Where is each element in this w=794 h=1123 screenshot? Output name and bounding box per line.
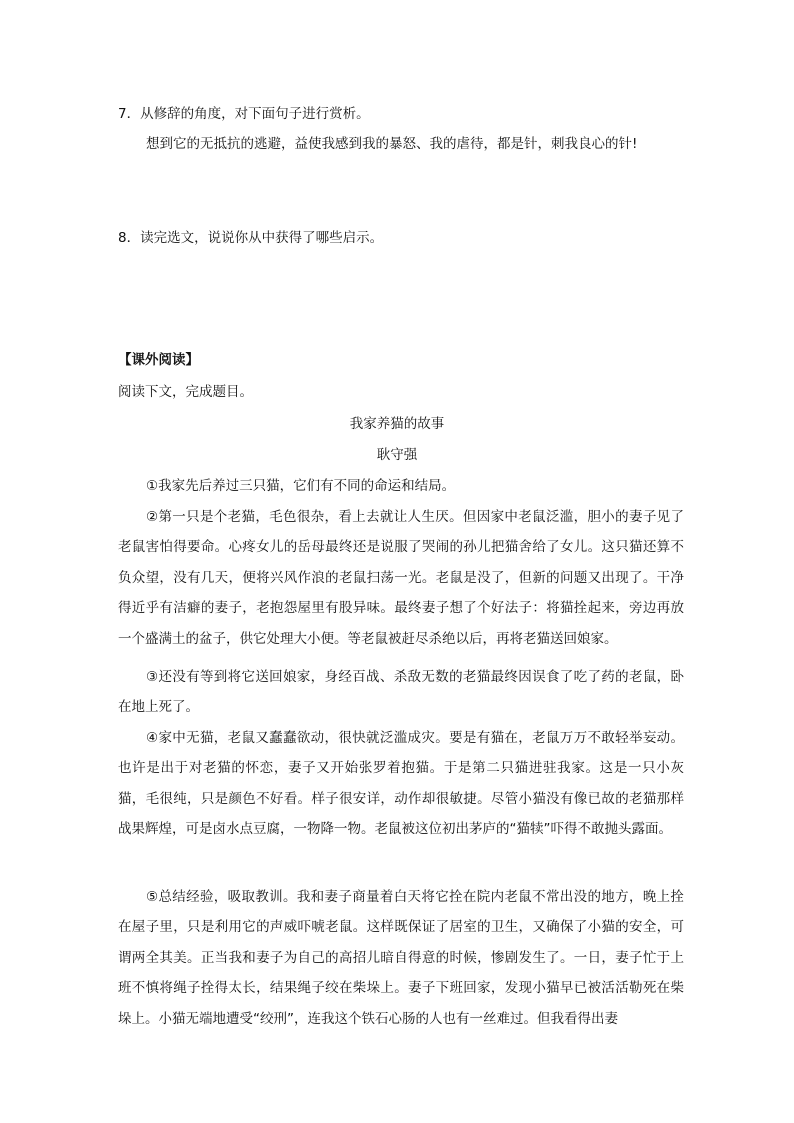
- question-8-prompt: 8．读完选文，说说你从中获得了哪些启示。: [118, 230, 384, 246]
- article-paragraph-5: ⑤总结经验，吸取教训。我和妻子商量着白天将它拴在院内老鼠不常出没的地方，晚上拴在屋子里，只是利用它的声威吓唬老鼠。这样既保证了居室的卫生，又确保了小猫的安全，可谓两全其美。正当我和妻子为自己的高招儿暗自得意的时候，惨剧发生了。一日，妻子忙于上班不慎将绳子拴得太长，结果绳子绞在柴垛上。妻子下班回家，发现小猫早已被活活勒死在柴垛上。小猫无端地遭受“绞刑”，连我这个铁石心肠的人也有一丝难过。但我看得出妻: [118, 889, 684, 1027]
- article-title: 我家养猫的故事: [349, 416, 445, 432]
- article-paragraph-2: ②第一只是个老猫，毛色很杂，看上去就让人生厌。但因家中老鼠泛滥，胆小的妻子见了老鼠害怕得要命。心疼女儿的岳母最终还是说服了哭闹的孙儿把猫舍给了女儿。这只猫还算不负众望，没有几天，便将兴风作浪的老鼠扫荡一光。老鼠是没了，但新的问题又出现了。干净得近乎有洁癖的妻子，老抱怨屋里有股异味。最终妻子想了个好法子：将猫拴起来，旁边再放一个盛满土的盆子，供它处理大小便。等老鼠被赶尽杀绝以后，再将老猫送回娘家。: [118, 509, 684, 647]
- article-paragraph-3: ③还没有等到将它送回娘家，身经百战、杀敌无数的老猫最终因误食了吃了药的老鼠，卧在地上死了。: [118, 669, 684, 716]
- section-heading: 【课外阅读】: [118, 352, 199, 368]
- section-instruction: 阅读下文，完成题目。: [118, 384, 253, 400]
- article-paragraph-1: ①我家先后养过三只猫，它们有不同的命运和结局。: [146, 478, 456, 494]
- question-7-quote: 想到它的无抵抗的逃避，益使我感到我的暴怒、我的虐待，都是针，刺我良心的针!: [146, 136, 638, 152]
- article-paragraph-4: ④家中无猫，老鼠又蠢蠢欲动，很快就泛滥成灾。要是有猫在，老鼠万万不敢轻举妄动。也许是出于对老猫的怀恋，妻子又开始张罗着抱猫。于是第二只猫进驻我家。这是一只小灰猫，毛很纯，只是颜色不好看。样子很安详，动作却很敏捷。尽管小猫没有像已故的老猫那样战果辉煌，可是卤水点豆腐，一物降一物。老鼠被这位初出茅庐的“猫犊”吓得不敢抛头露面。: [118, 730, 684, 838]
- article-author: 耿守强: [376, 447, 418, 463]
- question-7-prompt: 7．从修辞的角度，对下面句子进行赏析。: [118, 106, 370, 122]
